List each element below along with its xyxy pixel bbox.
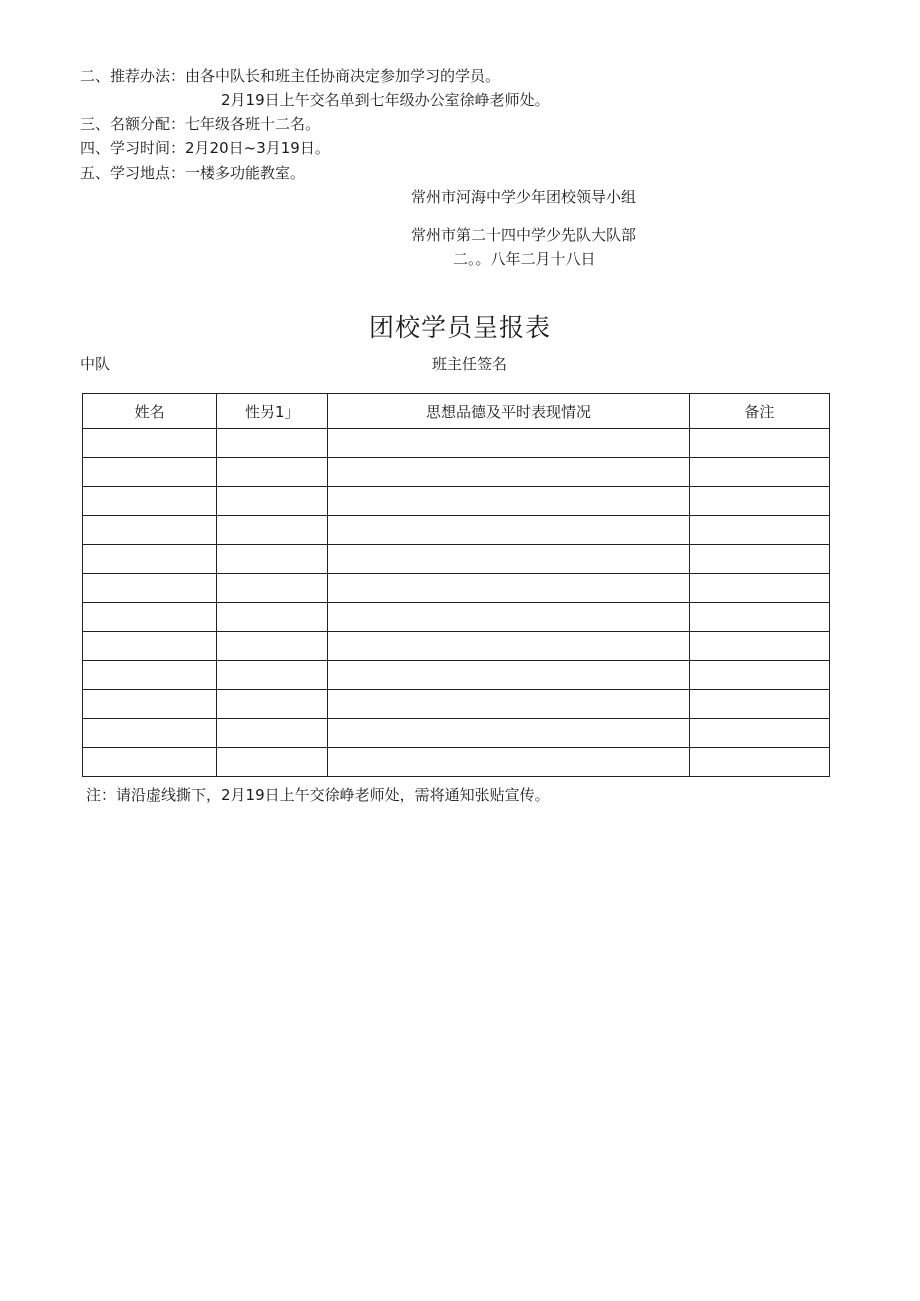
cell-gender[interactable] [217, 690, 328, 719]
cell-remarks[interactable] [689, 719, 829, 748]
item-text: 由各中队长和班主任协商决定参加学习的学员。 [185, 67, 501, 85]
cell-remarks[interactable] [689, 603, 829, 632]
item-text: 2月19日上午交名单到七年级办公室徐峥老师处。 [221, 91, 550, 109]
cell-remarks[interactable] [689, 690, 829, 719]
cell-gender[interactable] [217, 429, 328, 458]
cell-remarks[interactable] [689, 574, 829, 603]
item-label: 三、名额分配： [80, 115, 186, 133]
cell-name[interactable] [83, 719, 217, 748]
cell-conduct[interactable] [328, 429, 689, 458]
cell-gender[interactable] [217, 516, 328, 545]
table-row [83, 516, 830, 545]
cell-name[interactable] [83, 661, 217, 690]
table-row [83, 545, 830, 574]
signature-org-1: 常州市河海中学少年团校领导小组 [411, 188, 637, 206]
item-text: 七年级各班十二名。 [185, 115, 321, 133]
cell-name[interactable] [83, 603, 217, 632]
cell-remarks[interactable] [689, 516, 829, 545]
cell-gender[interactable] [217, 661, 328, 690]
table-header-row [83, 394, 830, 429]
cell-gender[interactable] [217, 632, 328, 661]
table-row [83, 487, 830, 516]
item-text: 一楼多功能教室。 [185, 164, 306, 182]
item-recommend-deadline [221, 90, 550, 110]
cell-name[interactable] [83, 574, 217, 603]
table-row [83, 603, 830, 632]
cell-conduct[interactable] [328, 487, 689, 516]
cell-name[interactable] [83, 748, 217, 777]
cell-remarks[interactable] [689, 545, 829, 574]
cell-conduct[interactable] [328, 545, 689, 574]
table-row [83, 632, 830, 661]
form-note: 注：请沿虚线撕下，2月19日上午交徐峥老师处，需将通知张贴宣传。 [86, 786, 550, 804]
signature-date: 二。。八年二月十八日 [453, 250, 596, 268]
item-study-place [80, 163, 305, 183]
cell-conduct[interactable] [328, 574, 689, 603]
item-label: 五、学习地点： [80, 164, 186, 182]
cell-gender[interactable] [217, 487, 328, 516]
item-recommend-method [80, 66, 500, 86]
table-row [83, 458, 830, 487]
cell-remarks[interactable] [689, 661, 829, 690]
cell-conduct[interactable] [328, 516, 689, 545]
cell-conduct[interactable] [328, 603, 689, 632]
column-header-remarks: 备注 [689, 394, 829, 429]
table-row [83, 719, 830, 748]
squad-label: 中队 [80, 355, 111, 373]
cell-conduct[interactable] [328, 661, 689, 690]
cell-remarks[interactable] [689, 487, 829, 516]
column-header-conduct: 思想品德及平时表现情况 [328, 394, 689, 429]
form-title: 团校学员呈报表 [368, 313, 551, 342]
cell-name[interactable] [83, 516, 217, 545]
table-row [83, 574, 830, 603]
table-row [83, 429, 830, 458]
cell-name[interactable] [83, 690, 217, 719]
teacher-signature-label: 班主任签名 [432, 355, 508, 373]
table-row [83, 661, 830, 690]
table-body [83, 429, 830, 777]
cell-name[interactable] [83, 487, 217, 516]
student-form-table [82, 393, 830, 777]
signature-org-2: 常州市第二十四中学少先队大队部 [411, 226, 637, 244]
cell-conduct[interactable] [328, 690, 689, 719]
cell-gender[interactable] [217, 545, 328, 574]
cell-gender[interactable] [217, 719, 328, 748]
table-row [83, 690, 830, 719]
item-label: 二、推荐办法： [80, 67, 186, 85]
cell-conduct[interactable] [328, 748, 689, 777]
table-row [83, 748, 830, 777]
cell-remarks[interactable] [689, 458, 829, 487]
cell-gender[interactable] [217, 574, 328, 603]
cell-remarks[interactable] [689, 748, 829, 777]
cell-name[interactable] [83, 429, 217, 458]
cell-conduct[interactable] [328, 632, 689, 661]
cell-gender[interactable] [217, 458, 328, 487]
item-study-time [80, 138, 330, 158]
item-text: 2月20日~3月19日。 [185, 139, 330, 157]
cell-remarks[interactable] [689, 429, 829, 458]
cell-remarks[interactable] [689, 632, 829, 661]
cell-conduct[interactable] [328, 458, 689, 487]
item-quota [80, 114, 320, 134]
item-label: 四、学习时间： [80, 139, 186, 157]
cell-conduct[interactable] [328, 719, 689, 748]
cell-name[interactable] [83, 545, 217, 574]
cell-gender[interactable] [217, 748, 328, 777]
column-header-gender: 性另1」 [217, 394, 328, 429]
cell-gender[interactable] [217, 603, 328, 632]
column-header-name: 姓名 [83, 394, 217, 429]
cell-name[interactable] [83, 458, 217, 487]
cell-name[interactable] [83, 632, 217, 661]
